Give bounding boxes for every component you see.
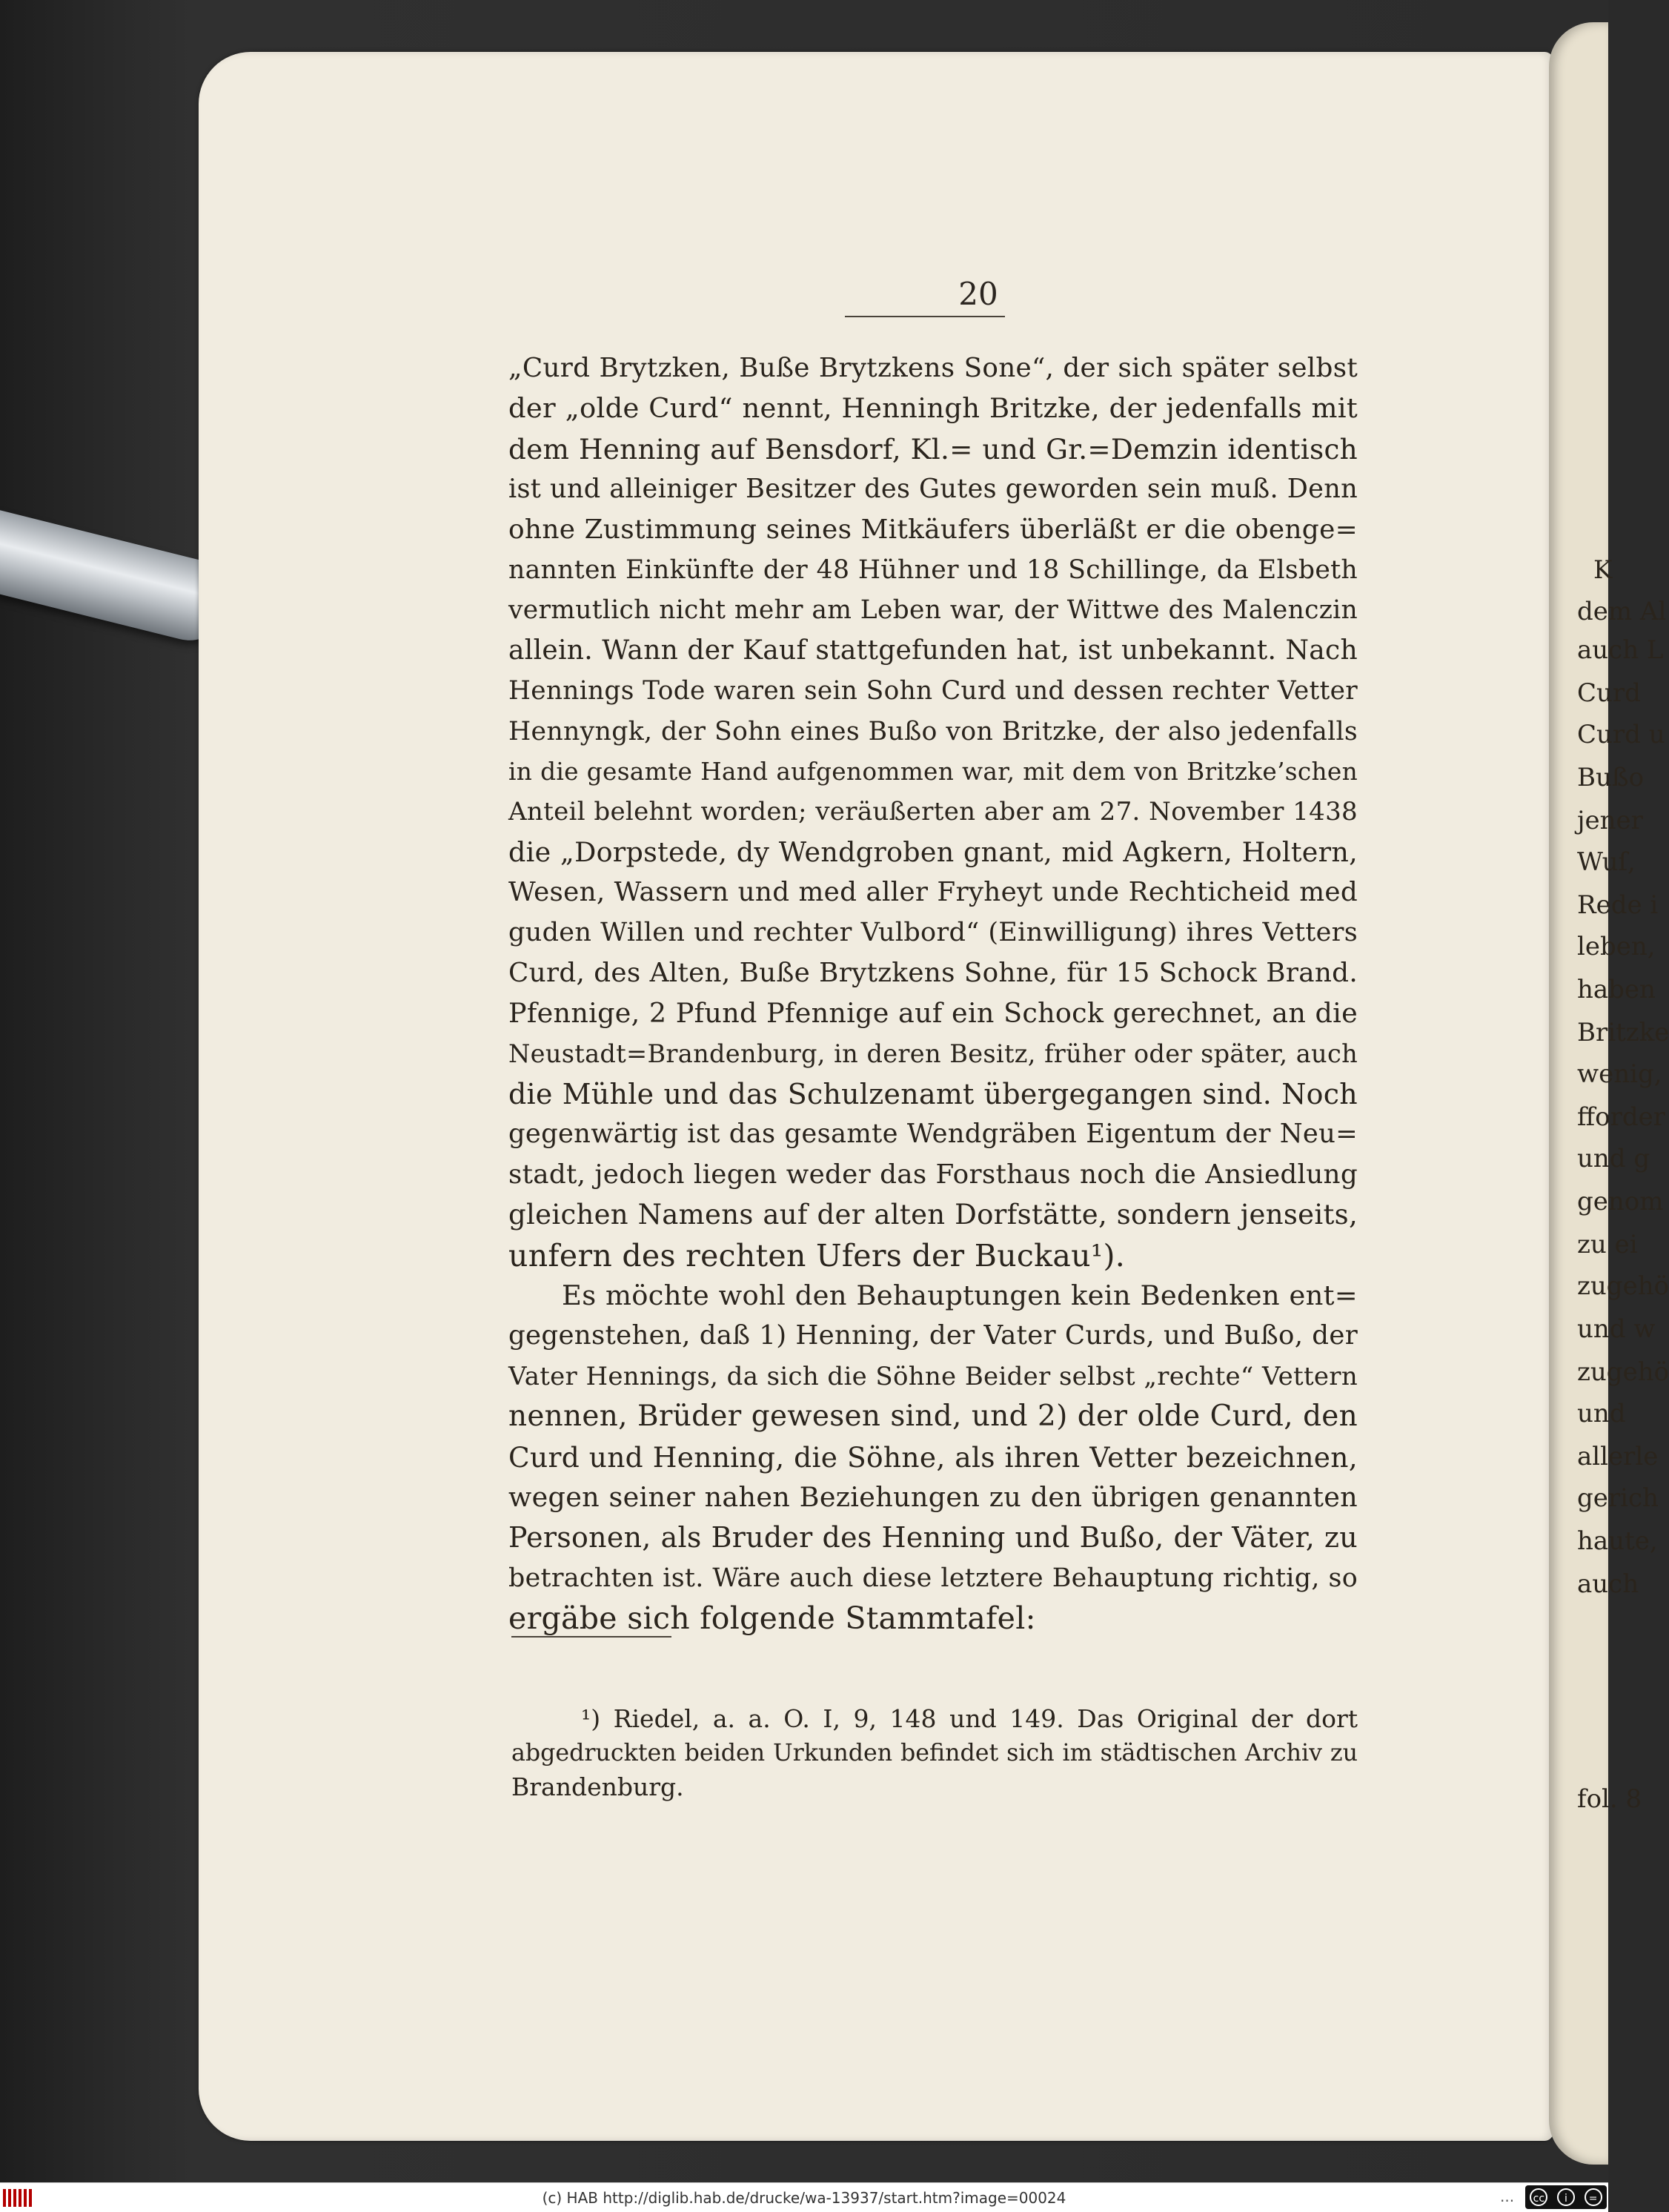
footnote-line: abgedruckten beiden Urkunden befindet sich im städtischen Archiv zu <box>511 1740 1358 1766</box>
next-page-text-fragment: fforder <box>1577 1102 1666 1132</box>
next-page-text-fragment: auch L <box>1577 635 1664 665</box>
text-line: die „Dorpstede, dy Wendgroben gnant, mid Agkern, Holtern, <box>508 835 1358 868</box>
more-dots[interactable]: ... <box>1500 2188 1515 2205</box>
text-line: Neustadt=Brandenburg, in deren Besitz, früher oder später, auch <box>508 1039 1358 1068</box>
next-page-text-fragment: auch <box>1577 1569 1639 1599</box>
status-bar <box>0 2182 1608 2212</box>
text-line: nannten Einkünfte der 48 Hühner und 18 Schillinge, da Elsbeth <box>508 554 1358 585</box>
next-page-text-fragment: zugehö <box>1577 1357 1669 1387</box>
next-page-text-fragment: zu ei <box>1577 1230 1638 1259</box>
next-page-text-fragment: Curd <box>1577 678 1641 708</box>
text-line: gegenstehen, daß 1) Henning, der Vater Curds, und Bußo, der <box>508 1320 1358 1351</box>
footnote-rule <box>511 1636 671 1638</box>
text-line: Hennyngk, der Sohn eines Bußo von Britzke, der also jedenfalls <box>508 716 1358 746</box>
next-page-text-fragment: haben <box>1577 975 1656 1004</box>
text-line: Wesen, Wassern und med aller Fryheyt unde Rechticheid med <box>508 877 1358 908</box>
text-line: gegenwärtig ist das gesamte Wendgräben Eigentum der Neu= <box>508 1119 1358 1150</box>
by-icon: i <box>1557 2188 1575 2206</box>
next-page-text-fragment: K <box>1593 555 1613 585</box>
next-page-text-fragment: leben, <box>1577 932 1656 961</box>
text-line: Vater Hennings, da sich die Söhne Beider selbst „rechte“ Vettern <box>508 1361 1358 1391</box>
page-number-rule <box>845 316 1005 317</box>
sa-icon: = <box>1585 2188 1602 2206</box>
text-line: in die gesamte Hand aufgenommen war, mit dem von Britzke’schen <box>508 757 1358 786</box>
next-page-text-fragment: fol. 8 <box>1577 1784 1642 1814</box>
next-page-text-fragment: genom <box>1577 1187 1664 1216</box>
text-line: ist und alleiniger Besitzer des Gutes geworden sein muß. Denn <box>508 474 1358 505</box>
text-line: Personen, als Bruder des Henning und Bußo, der Väter, zu <box>508 1521 1358 1554</box>
text-line: Anteil belehnt worden; veräußerten aber am 27. November 1438 <box>508 797 1358 827</box>
footnote-line: ¹) Riedel, a. a. O. I, 9, 148 und 149. Das Original der dort <box>581 1704 1358 1733</box>
text-line: Es möchte wohl den Behauptungen kein Bedenken ent= <box>562 1279 1358 1311</box>
next-page-text-fragment: jener <box>1577 806 1643 835</box>
text-line: die Mühle und das Schulzenamt übergegangen sind. Noch <box>508 1078 1358 1111</box>
cc-license-badge-icon[interactable] <box>1525 2185 1607 2209</box>
text-line: allein. Wann der Kauf stattgefunden hat, ist unbekannt. Nach <box>508 635 1358 666</box>
text-line: Curd, des Alten, Buße Brytzkens Sohne, für 15 Schock Brand. <box>508 957 1358 988</box>
next-page-text-fragment: allerle <box>1577 1442 1659 1471</box>
text-line: wegen seiner nahen Beziehungen zu den übrigen genannten <box>508 1480 1358 1513</box>
text-line: betrachten ist. Wäre auch diese letztere Behauptung richtig, so <box>508 1563 1358 1593</box>
cc-icon: cc <box>1530 2188 1547 2206</box>
next-page-edge <box>1549 22 1669 2165</box>
text-line: gleichen Namens auf der alten Dorfstätte, sondern jenseits, <box>508 1199 1358 1231</box>
next-page-text-fragment: gerich <box>1577 1483 1659 1513</box>
next-page-text-fragment: und w <box>1577 1314 1656 1344</box>
text-line: nennen, Brüder gewesen sind, und 2) der olde Curd, den <box>508 1400 1358 1434</box>
text-line: Pfennige, 2 Pfund Pfennige auf ein Schock gerechnet, an die <box>508 997 1358 1030</box>
text-line: ergäbe sich folgende Stammtafel: <box>508 1600 1036 1637</box>
text-line: stadt, jedoch liegen weder das Forsthaus noch die Ansiedlung <box>508 1159 1358 1190</box>
footnote-line: Brandenburg. <box>511 1772 684 1801</box>
body-text <box>508 348 1358 1639</box>
text-line: ohne Zustimmung seines Mitkäufers überläßt er die obenge= <box>508 514 1358 545</box>
footnote <box>511 1702 1358 1804</box>
text-line: Curd und Henning, die Söhne, als ihren Vetter bezeichnen, <box>508 1440 1358 1474</box>
next-page-text-fragment: wenig, <box>1577 1059 1662 1089</box>
paragraph-1 <box>508 348 1358 1276</box>
text-line: guden Willen und rechter Vulbord“ (Einwilligung) ihres Vetters <box>508 917 1358 948</box>
next-page-text-fragment: Curd u <box>1577 720 1665 749</box>
next-page-text-fragment: Bußo <box>1577 763 1645 792</box>
next-page-text-fragment: zugehö <box>1577 1271 1669 1301</box>
text-line: „Curd Brytzken, Buße Brytzkens Sone“, der sich später selbst <box>508 353 1358 383</box>
next-page-text-fragment: und <box>1577 1399 1626 1428</box>
copyright-url[interactable]: (c) HAB http://diglib.hab.de/drucke/wa-13937/start.htm?image=00024 <box>542 2189 1066 2207</box>
next-page-text-fragment: haute, <box>1577 1526 1658 1556</box>
text-line: vermutlich nicht mehr am Leben war, der Wittwe des Malenczin <box>508 595 1358 626</box>
text-line: dem Henning auf Bensdorf, Kl.= und Gr.=Demzin identisch <box>508 432 1358 466</box>
next-page-text-fragment: Rede i <box>1577 890 1659 920</box>
text-line: der „olde Curd“ nennt, Henningh Britzke, der jedenfalls mit <box>508 392 1358 425</box>
next-page-text-fragment: dem Al <box>1577 597 1667 626</box>
next-page-text-fragment: Britzke <box>1577 1018 1669 1047</box>
next-page-text-fragment: und g <box>1577 1144 1650 1173</box>
next-page-text-fragment: Wuſ, <box>1577 847 1636 877</box>
text-line: Hennings Tode waren sein Sohn Curd und dessen rechter Vetter <box>508 676 1358 706</box>
page-number: 20 <box>958 276 998 312</box>
text-line: unfern des rechten Ufers der Buckau¹). <box>508 1237 1126 1274</box>
paragraph-2 <box>508 1276 1358 1639</box>
